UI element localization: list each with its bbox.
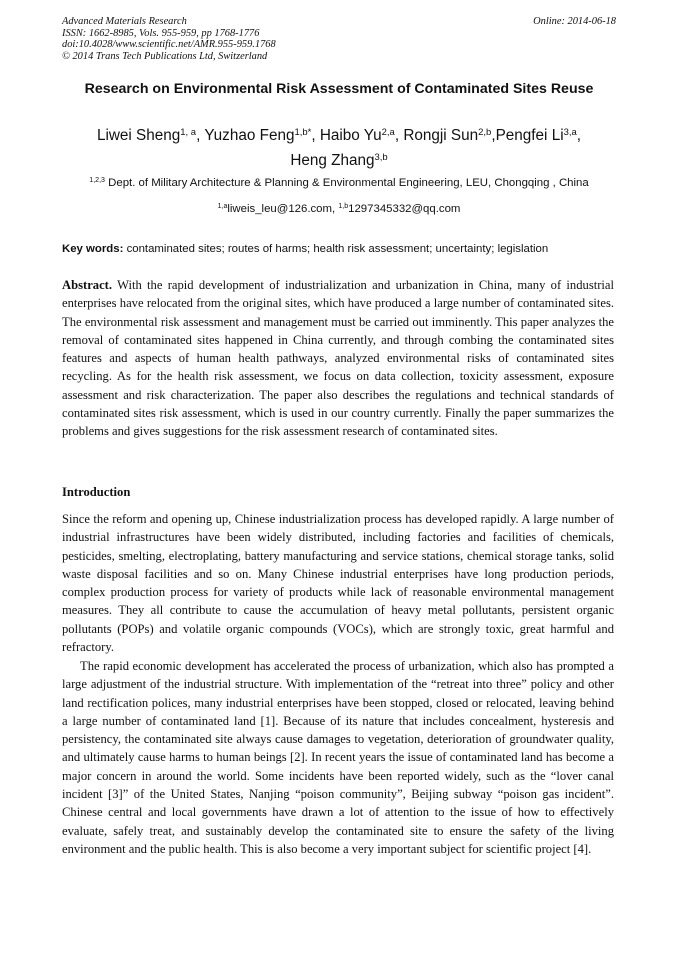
- author: Rongji Sun$^{2,b}$,: [403, 126, 496, 144]
- email-link[interactable]: liweis_leu@126.com,: [227, 203, 339, 215]
- journal-header: [62, 16, 276, 62]
- abstract: [62, 276, 614, 441]
- section-heading-introduction: Introduction: [62, 485, 131, 499]
- doi-line: doi:10.4028/www.scientific.net/AMR.955-959.1768: [62, 39, 276, 51]
- author-list: [62, 123, 616, 173]
- introduction-paragraph-1: Since the reform and opening up, Chinese industrialization process has developed rapidly. A large number of industrial infrastructures have been widely distributed, including factories and facilities of chemicals, pesticides, smelting, electroplating, battery manufacturing and service stations, chemical storage tanks, solid waste disposal facilities and so on. Many Chinese industrial enterprises have long production periods, complex production process for variety of products while lack of reasonable environmental management measures. They all contribute to cause the accumulation of heavy metal pollutants, persistent organic pollutants (POPs) and volatile organic compounds (VOCs), which are strongly toxic, great harmful and refractory.: [62, 512, 614, 655]
- author: Yuzhao Feng$^{1,b*}$,: [204, 126, 320, 144]
- author: Liwei Sheng$^{1, a}$,: [96, 126, 205, 144]
- issn-line: ISSN: 1662-8985, Vols. 955-959, pp 1768-1776: [62, 27, 260, 39]
- abstract-text: With the rapid development of industrialization and urbanization in China, many of industrial enterprises have relocated from the original sites, which have produced a large number of contaminated sites. The environmental risk assessment and management must be carried out imminently. This paper analyzes the removal of contaminated sites happened in China currently, and through combing the contaminated sites features and aspects of human health pathways, analyzed environmental risks of contaminated sites recycling. As for the health risk assessment, we focus on data collection, toxicity assessment, exposure assessment and risk characterization. The paper also describes the regulations and technical standards of contaminated sites risk assessment, which is used in our country currently. Finally the paper summarizes the problems and gives suggestions for the risk assessment research of contaminated sites.: [62, 278, 614, 439]
- keywords: [62, 242, 616, 256]
- online-date: Online: 2014-06-18: [533, 16, 616, 27]
- keywords-label: Key words:: [62, 243, 124, 255]
- author: Pengfei Li$^{3,a}$,: [495, 126, 582, 144]
- paper-title: Research on Environmental Risk Assessment of Contaminated Sites Reuse: [84, 81, 594, 97]
- email-link[interactable]: 1297345332@qq.com: [348, 203, 461, 215]
- author: Haibo Yu$^{2,a}$,: [319, 126, 404, 144]
- author-emails: $^{1,a}$liweis_leu@126.com, $^{1,b}$1297345332@qq.com: [217, 203, 461, 215]
- introduction-paragraph-2: The rapid economic development has accelerated the process of urbanization, which also has prompted a large adjustment of the industrial structure. With implementation of the “retreat into three” policy and other land rectification polices, many industrial enterprises have been stopped, closed or relocated, leaving behind a large number of contaminated land [1]. Because of its nature that includes concealment, hysteresis and persistency, the contaminated site always cause damages to vegetation, deterioration of groundwater quality, and ultimately cause harms to human beings [2]. In recent years the issue of contaminated land has become a major concern in around the world. Some incidents have been reported widely, such as the “lover canal incident [3]” of the United States, Nanjing “poison community”, Beijing subway “poison gas incident”. Chinese central and local governments have drawn a lot of attention to the issue of how to effectively evaluate, safely treat, and sustainably develop the contaminated site to ensure the safety of the living environment and the public health. This is also become a very important subject for scientific project [4].: [62, 659, 614, 856]
- keywords-text: contaminated sites; routes of harms; health risk assessment; uncertainty; legislation: [123, 243, 549, 255]
- abstract-label: Abstract.: [62, 278, 113, 292]
- affiliation: $^{1,2,3}$ Dept. of Military Architecture & Planning & Environmental Engineering, LEU, Chongqing , China: [89, 177, 589, 189]
- journal-name: Advanced Materials Research: [62, 16, 187, 27]
- copyright-line: © 2014 Trans Tech Publications Ltd, Switzerland: [62, 50, 268, 62]
- author: Heng Zhang$^{3,b}$: [290, 151, 388, 169]
